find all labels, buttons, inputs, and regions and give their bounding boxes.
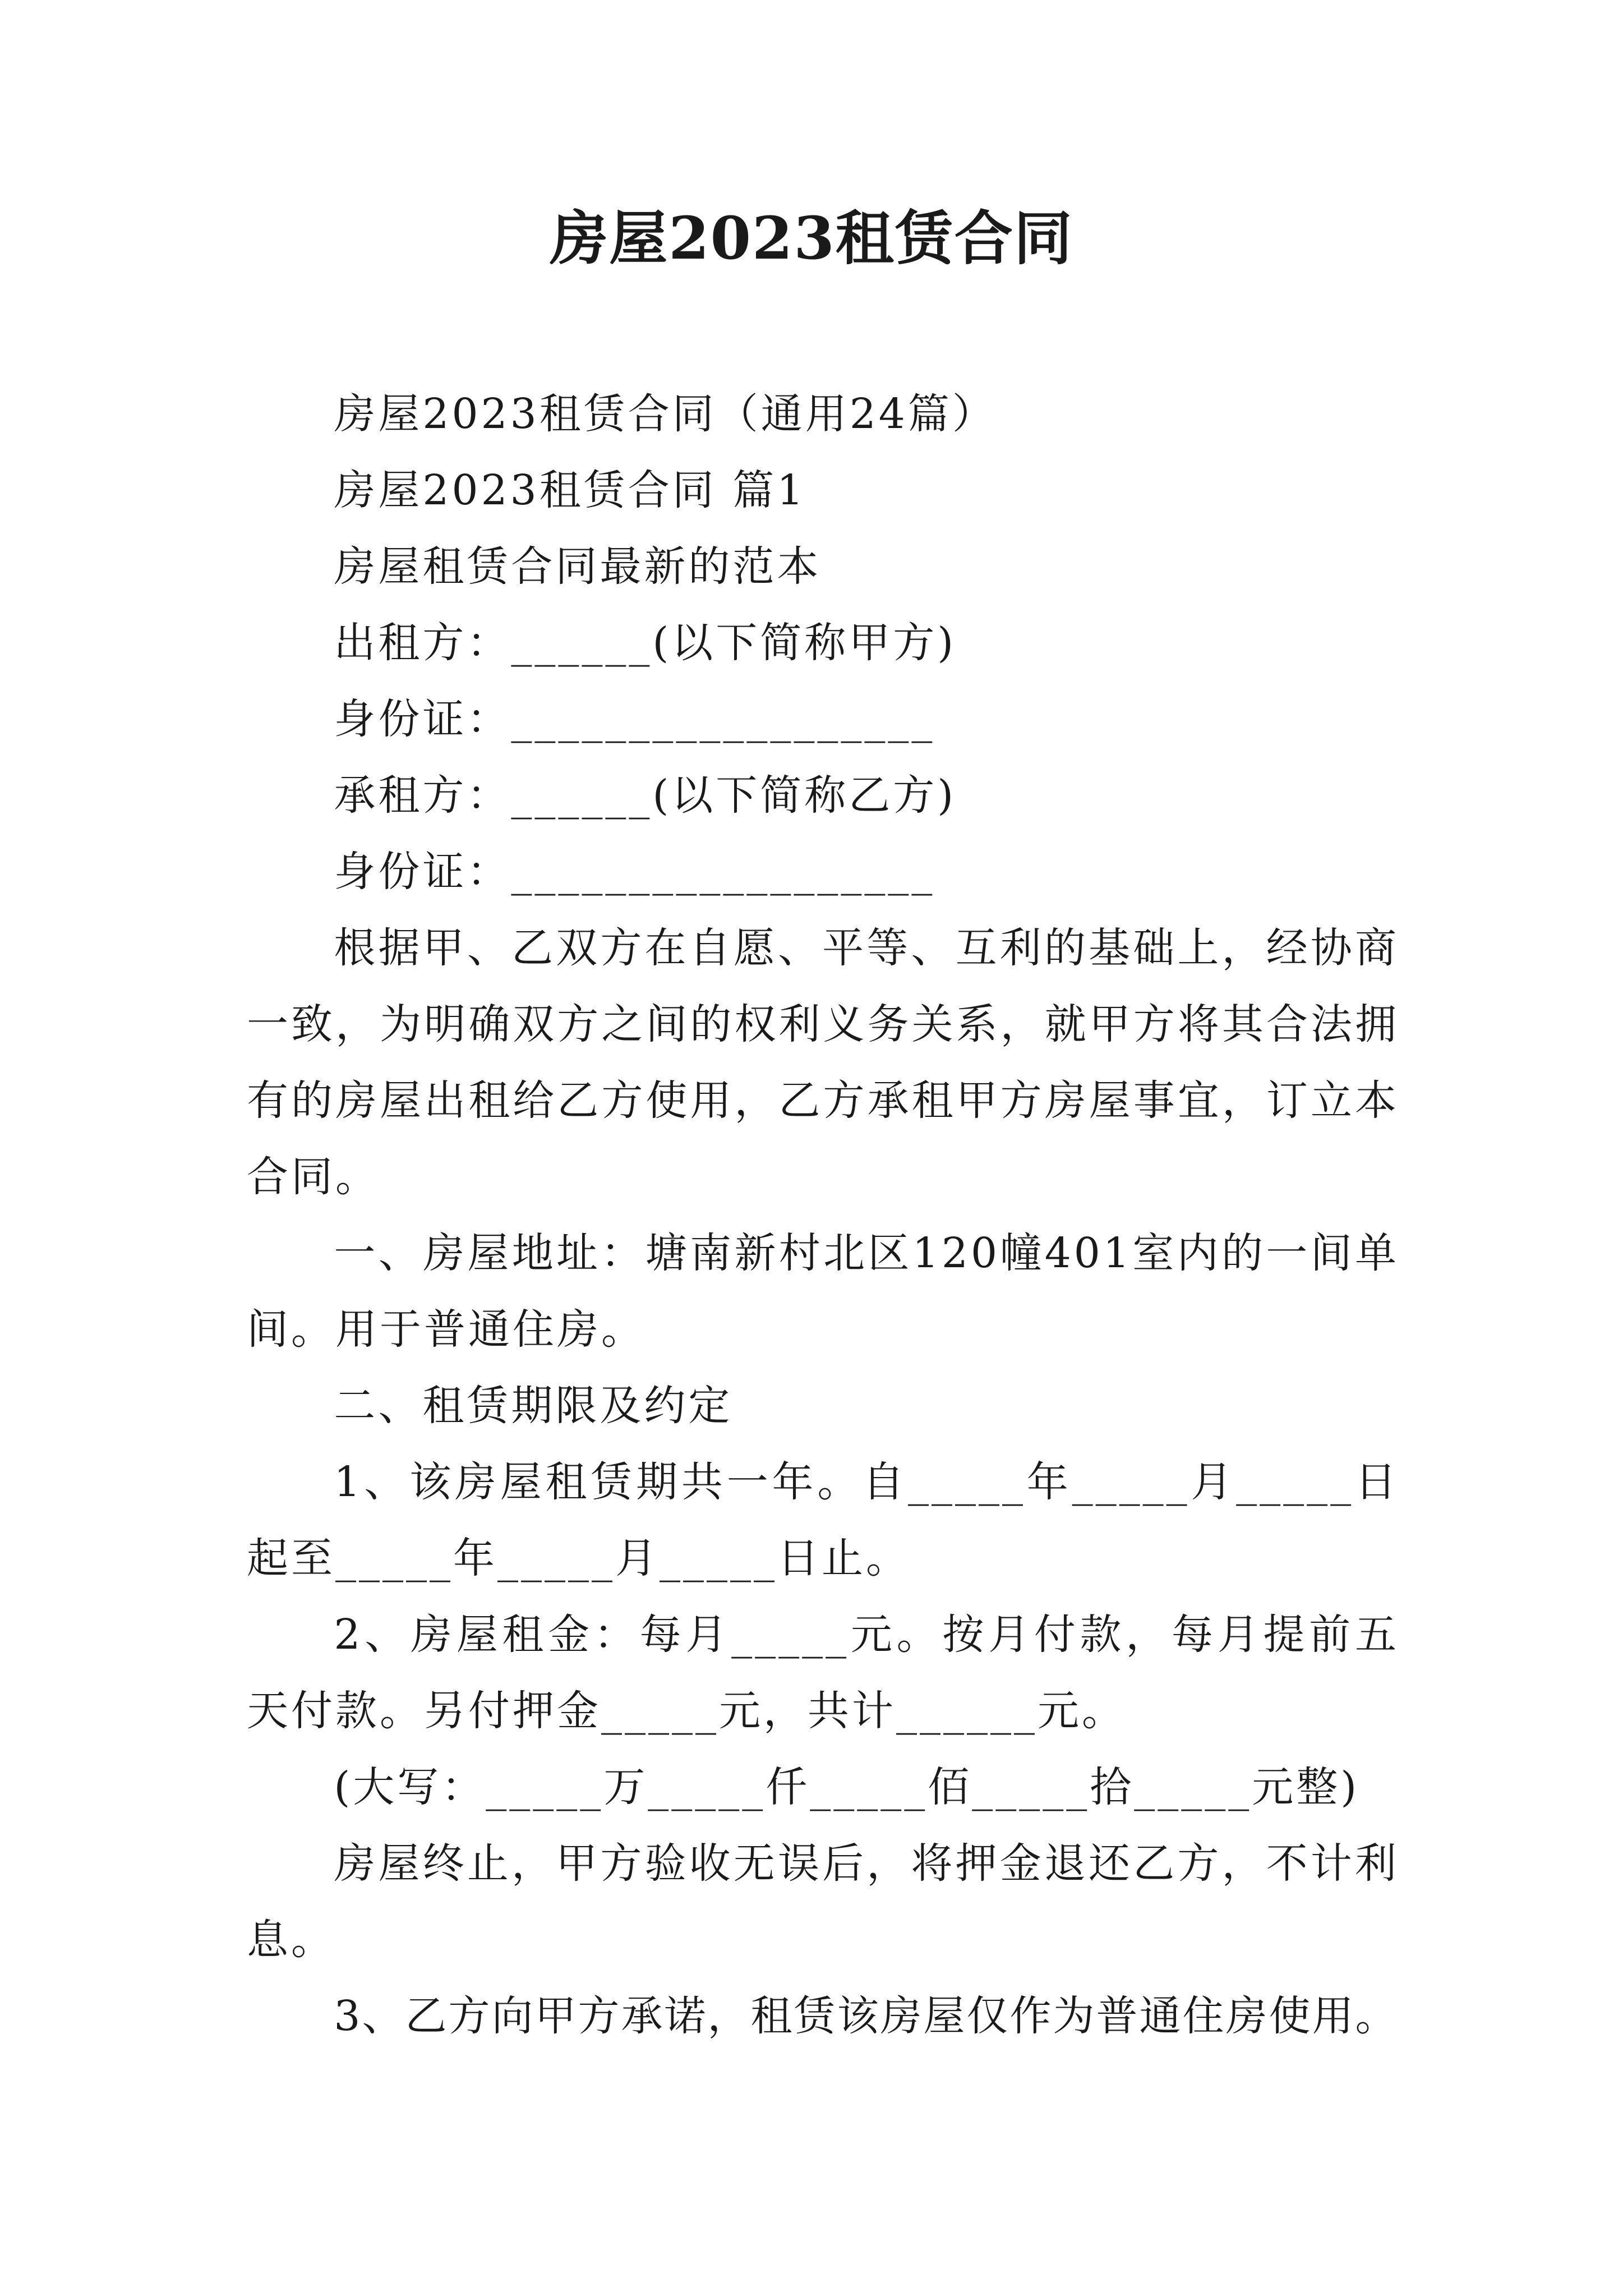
paragraph-preamble: 根据甲、乙双方在自愿、平等、互利的基础上，经协商一致，为明确双方之间的权利义务关系，就甲方将其合法拥有的房屋出租给乙方使用，乙方承租甲方房屋事宜，订立本合同。 <box>247 924 1399 1201</box>
paragraph-lessee-id: 身份证：__________________ <box>334 848 935 896</box>
document-title: 房屋2023租赁合同 <box>550 204 1073 273</box>
paragraph-clause-amount-words: (大写：_____万_____仟_____佰_____拾_____元整) <box>334 1763 1360 1811</box>
paragraph-clause-rent: 2、房屋租金：每月_____元。按月付款，每月提前五天付款。另付押金_____元，共计______元。 <box>247 1611 1399 1735</box>
paragraph-chapter-heading: 房屋2023租赁合同 篇1 <box>334 466 806 514</box>
paragraph-clause-term: 1、该房屋租赁期共一年。自_____年_____月_____日起至_____年_____月_____日止。 <box>247 1458 1399 1582</box>
paragraph-clause-term-heading: 二、租赁期限及约定 <box>334 1382 733 1430</box>
paragraph-lessor: 出租方：______(以下简称甲方) <box>334 619 957 667</box>
paragraph-clause-usage: 3、乙方向甲方承诺，租赁该房屋仅作为普通住房使用。 <box>334 1992 1399 2040</box>
paragraph-clause-address: 一、房屋地址：塘南新村北区120幢401室内的一间单间。用于普通住房。 <box>247 1229 1399 1354</box>
paragraph-template-name: 房屋租赁合同最新的范本 <box>334 542 822 591</box>
document-body <box>247 376 1399 2054</box>
paragraph-subtitle: 房屋2023租赁合同（通用24篇） <box>334 390 997 438</box>
paragraph-lessee: 承租方：______(以下简称乙方) <box>334 771 957 820</box>
paragraph-lessor-id: 身份证：__________________ <box>334 695 935 743</box>
paragraph-clause-deposit-return: 房屋终止，甲方验收无误后，将押金退还乙方，不计利息。 <box>247 1839 1399 1964</box>
